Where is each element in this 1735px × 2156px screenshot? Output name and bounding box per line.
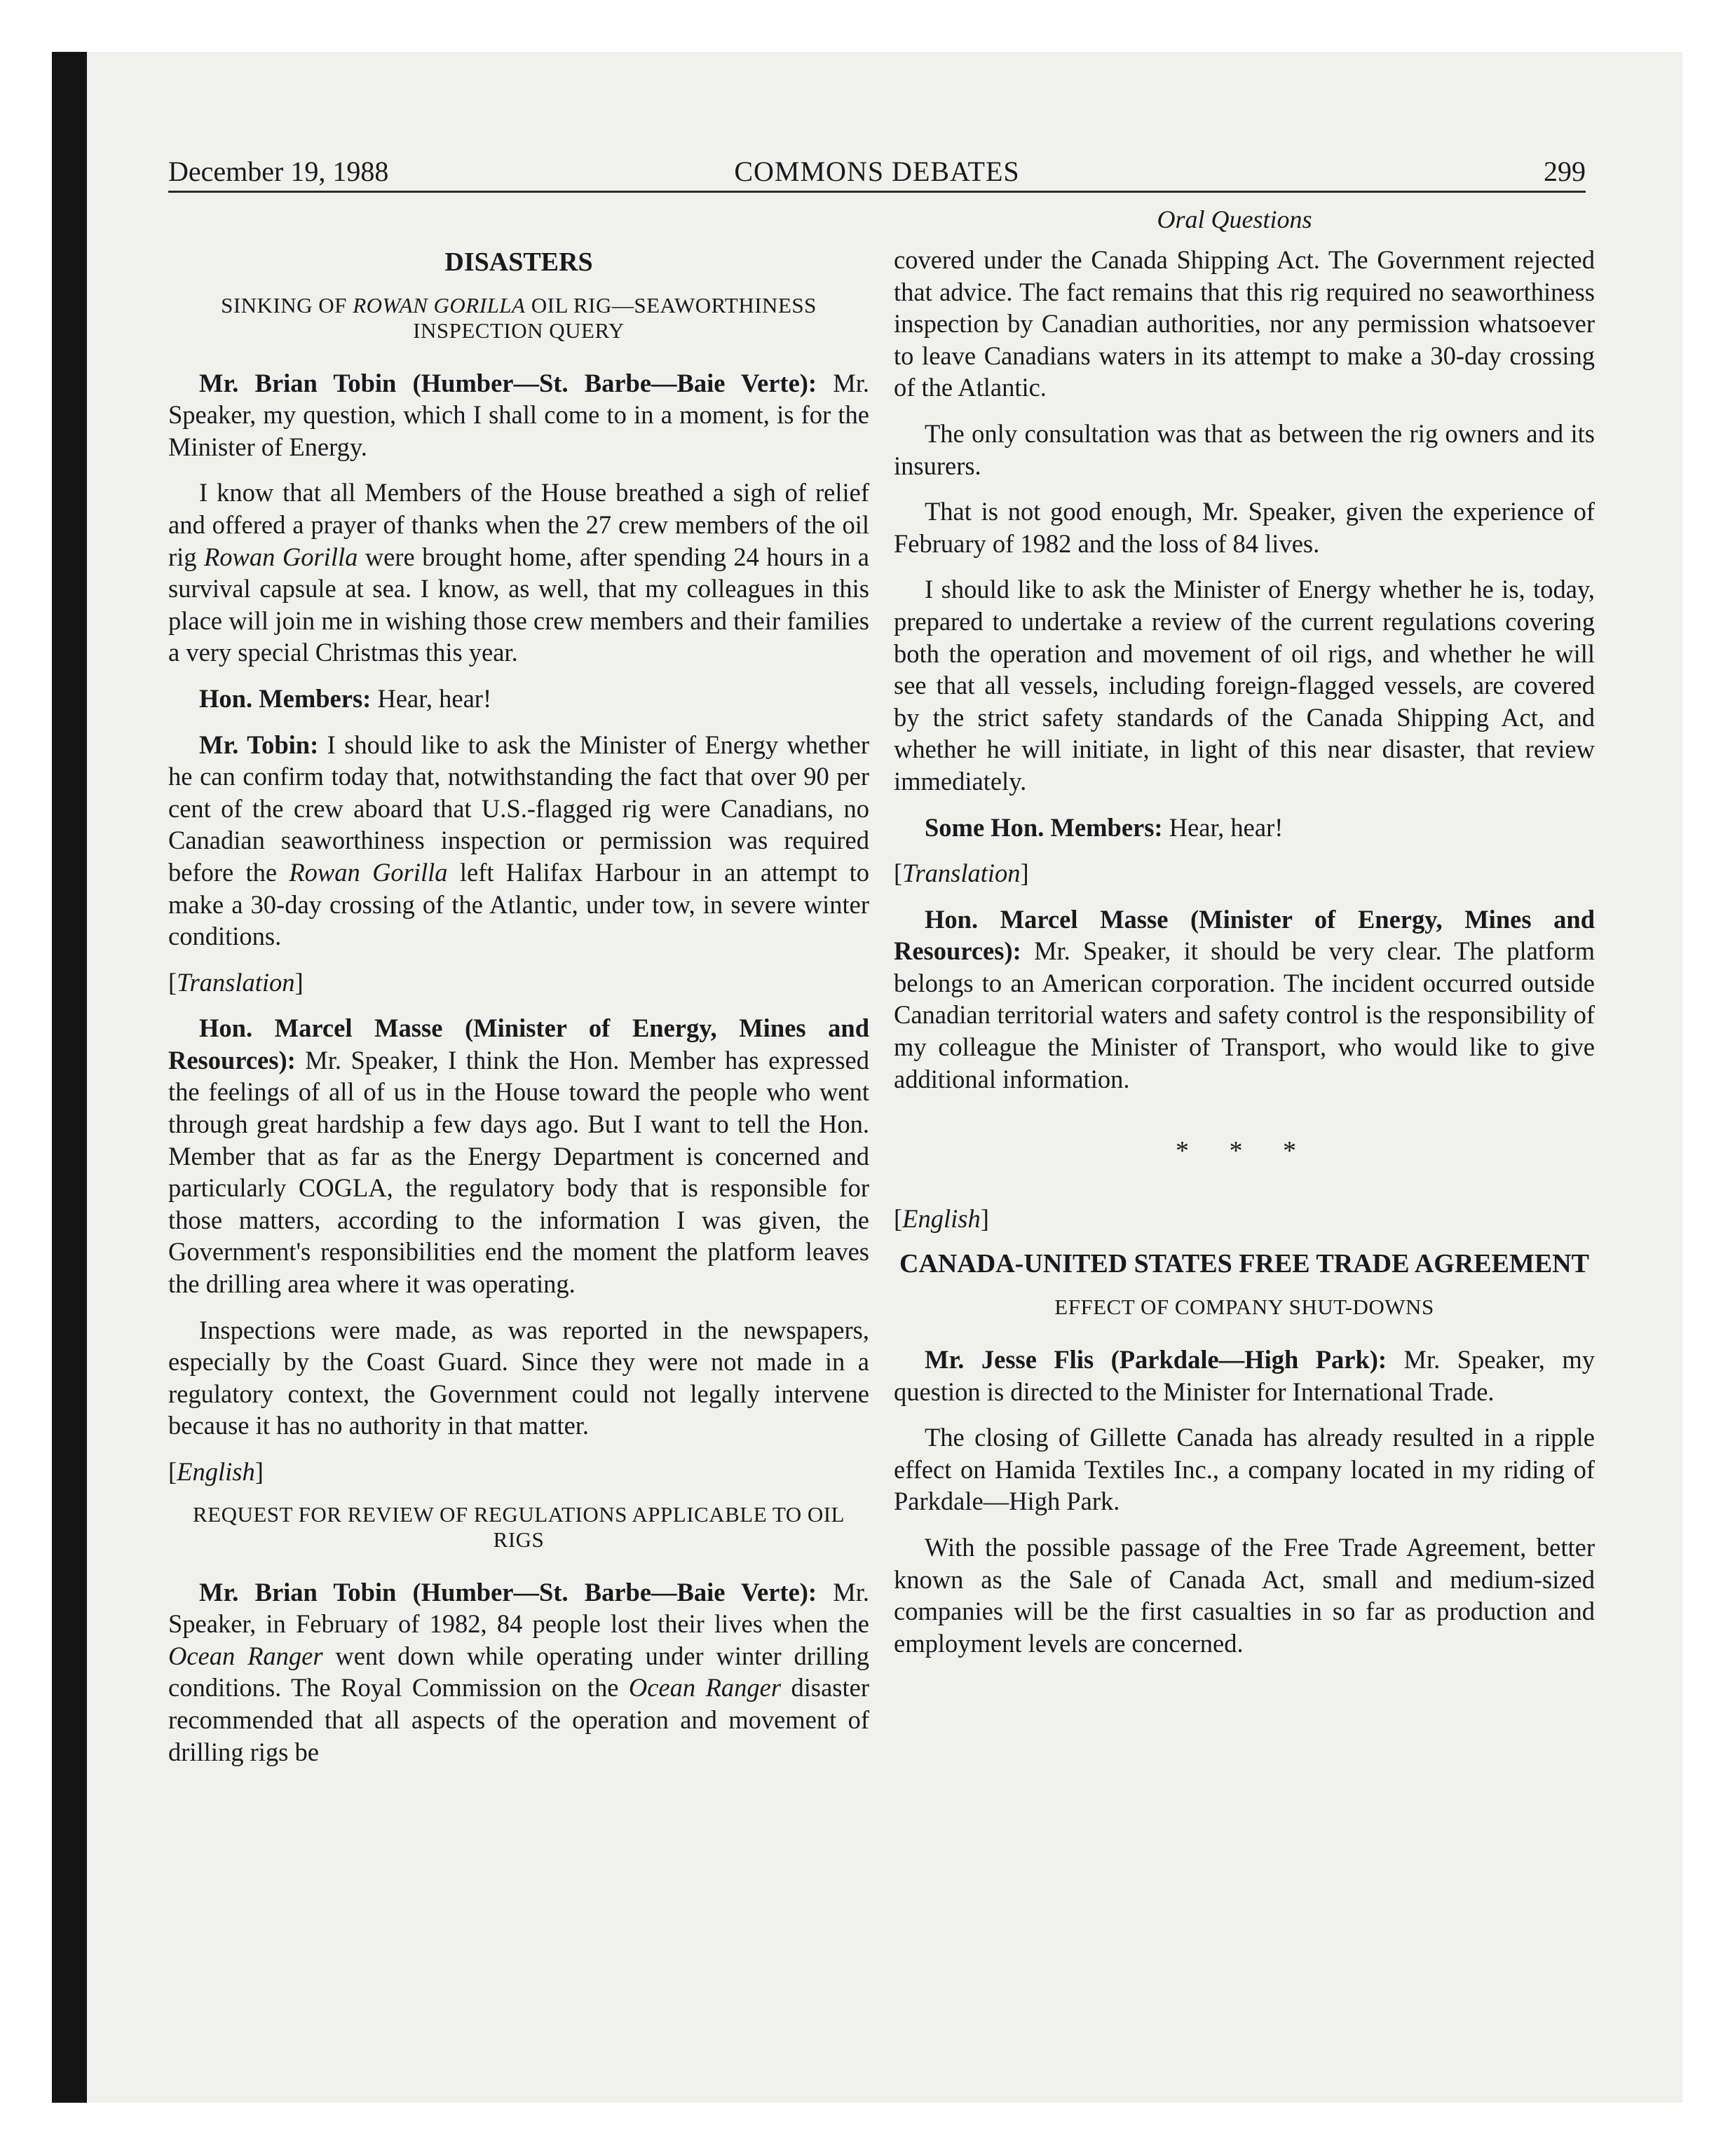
header-title: COMMONS DEBATES bbox=[734, 156, 1020, 187]
subheading-review-regulations: REQUEST FOR REVIEW OF REGULATIONS APPLICABLE TO OIL RIGS bbox=[192, 1501, 845, 1552]
paragraph: The only consultation was that as between the rig owners and its insurers. bbox=[894, 418, 1595, 480]
speaker-name: Hon. Members: bbox=[199, 683, 372, 713]
speaker-name: Some Hon. Members: bbox=[925, 812, 1163, 842]
speaker-name: Mr. Tobin: bbox=[199, 730, 319, 759]
paragraph: Mr. Jesse Flis (Parkdale—High Park): Mr. Speaker, my question is directed to the Minister for International Trade. bbox=[894, 1345, 1595, 1406]
paragraph: I should like to ask the Minister of Energy whether he is, today, prepared to undertake a review of the current regulations covering both the operation and movement of oil rigs, and whether he will see that all vessels, including foreign-flagged vessels, are covered by the strict safety standards of the Canada Shipping Act, and whether he will initiate, in light of this near disaster, that review immediately. bbox=[894, 575, 1595, 796]
speaker-name: Mr. Brian Tobin (Humber—St. Barbe—Baie Verte): bbox=[199, 1577, 817, 1606]
paragraph: That is not good enough, Mr. Speaker, given the experience of February of 1982 and the loss of 84 lives. bbox=[894, 497, 1595, 558]
language-tag: [Translation] bbox=[168, 967, 304, 997]
paragraph: Some Hon. Members: Hear, hear! bbox=[925, 812, 1284, 842]
paragraph: Hon. Members: Hear, hear! bbox=[199, 683, 492, 713]
paragraph: With the possible passage of the Free Trade Agreement, better known as the Sale of Canada Act, small and medium-sized companies will be the first casualties in so far as production and employment levels are concerned. bbox=[894, 1533, 1595, 1658]
left-column bbox=[168, 244, 869, 1782]
paragraph: I know that all Members of the House breathed a sigh of relief and offered a prayer of thanks when the 27 crew members of the oil rig Rowan Gorilla were brought home, after spending 24 hours in a survival capsule at sea. I know, as well, that my colleagues in this place will join me in wishing those crew members and their families a very special Christmas this year. bbox=[168, 478, 869, 667]
speaker-name: Mr. Brian Tobin (Humber—St. Barbe—Baie Verte): bbox=[199, 368, 817, 397]
paragraph: Mr. Tobin: I should like to ask the Minister of Energy whether he can confirm today that, notwithstanding the fact that over 90 per cent of the crew aboard that U.S.-flagged rig were Canadians, no Canadian seaworthiness inspection or permission was required before the Rowan Gorilla left Halifax Harbour in an attempt to make a 30-day crossing of the Atlantic, under tow, in severe winter conditions. bbox=[168, 730, 870, 951]
binding-edge bbox=[52, 52, 87, 2103]
section-heading-disasters: DISASTERS bbox=[444, 247, 593, 277]
paragraph: Inspections were made, as was reported in the newspapers, especially by the Coast Guard. Since they were not made in a regulatory context, the Government could not legally intervene because it has no authority in that matter. bbox=[168, 1315, 869, 1440]
section-separator: * * * bbox=[1176, 1136, 1313, 1166]
page-number: 299 bbox=[1544, 156, 1586, 187]
section-heading-free-trade: CANADA-UNITED STATES FREE TRADE AGREEMENT bbox=[899, 1249, 1589, 1279]
running-head: Oral Questions bbox=[1157, 205, 1312, 233]
paragraph: The closing of Gillette Canada has already resulted in a ripple effect on Hamida Textiles Inc., a company located in my riding of Parkdale—High Park. bbox=[894, 1423, 1595, 1516]
paragraph: Mr. Brian Tobin (Humber—St. Barbe—Baie Verte): Mr. Speaker, in February of 1982, 84 people lost their lives when the Ocean Ranger went down while operating under winter drilling conditions. The Royal Commission on the Ocean Ranger disaster recommended that all aspects of the operation and movement of drilling rigs be bbox=[168, 1577, 869, 1766]
header-date: December 19, 1988 bbox=[168, 156, 389, 187]
subheading-company-shutdowns: EFFECT OF COMPANY SHUT-DOWNS bbox=[1054, 1295, 1434, 1320]
page-header bbox=[168, 151, 1586, 193]
speaker-name: Hon. Marcel Masse (Minister of Energy, Mines and Resources): bbox=[894, 904, 1595, 966]
paragraph: Mr. Brian Tobin (Humber—St. Barbe—Baie Verte): Mr. Speaker, my question, which I shall come to in a moment, is for the Minister of Energy. bbox=[168, 368, 869, 461]
speaker-name: Mr. Jesse Flis (Parkdale—High Park): bbox=[925, 1345, 1387, 1374]
language-tag: [English] bbox=[894, 1203, 989, 1233]
paragraph: Hon. Marcel Masse (Minister of Energy, Mines and Resources): Mr. Speaker, I think the Hon. Member has expressed the feelings of all of us in the House toward the people who went through great hardship a few days ago. But I want to tell the Hon. Member that as far as the Energy Department is concerned and particularly COGLA, the regulatory body that is responsible for those matters, according to the information I was given, the Government's responsibilities end the moment the platform leaves the drilling area where it was operating. bbox=[168, 1014, 869, 1299]
language-tag: [English] bbox=[168, 1457, 264, 1486]
right-column bbox=[894, 244, 1595, 1673]
paragraph: Hon. Marcel Masse (Minister of Energy, Mines and Resources): Mr. Speaker, it should be very clear. The platform belongs to an American corporation. The incident occurred outside Canadian territorial waters and safety control is the responsibility of my colleague the Minister of Transport, who would like to give additional information. bbox=[894, 904, 1595, 1093]
paragraph: covered under the Canada Shipping Act. The Government rejected that advice. The fact remains that this rig required no seaworthiness inspection by Canadian authorities, nor any permission whatsoever to leave Canadians waters in its attempt to make a 30-day crossing of the Atlantic. bbox=[894, 245, 1595, 402]
language-tag: [Translation] bbox=[894, 859, 1029, 888]
subheading-rowan-gorilla: SINKING OF ROWAN GORILLA OIL RIG—SEAWORTHINESS INSPECTION QUERY bbox=[221, 292, 817, 343]
speaker-name: Hon. Marcel Masse (Minister of Energy, Mines and Resources): bbox=[168, 1014, 869, 1074]
